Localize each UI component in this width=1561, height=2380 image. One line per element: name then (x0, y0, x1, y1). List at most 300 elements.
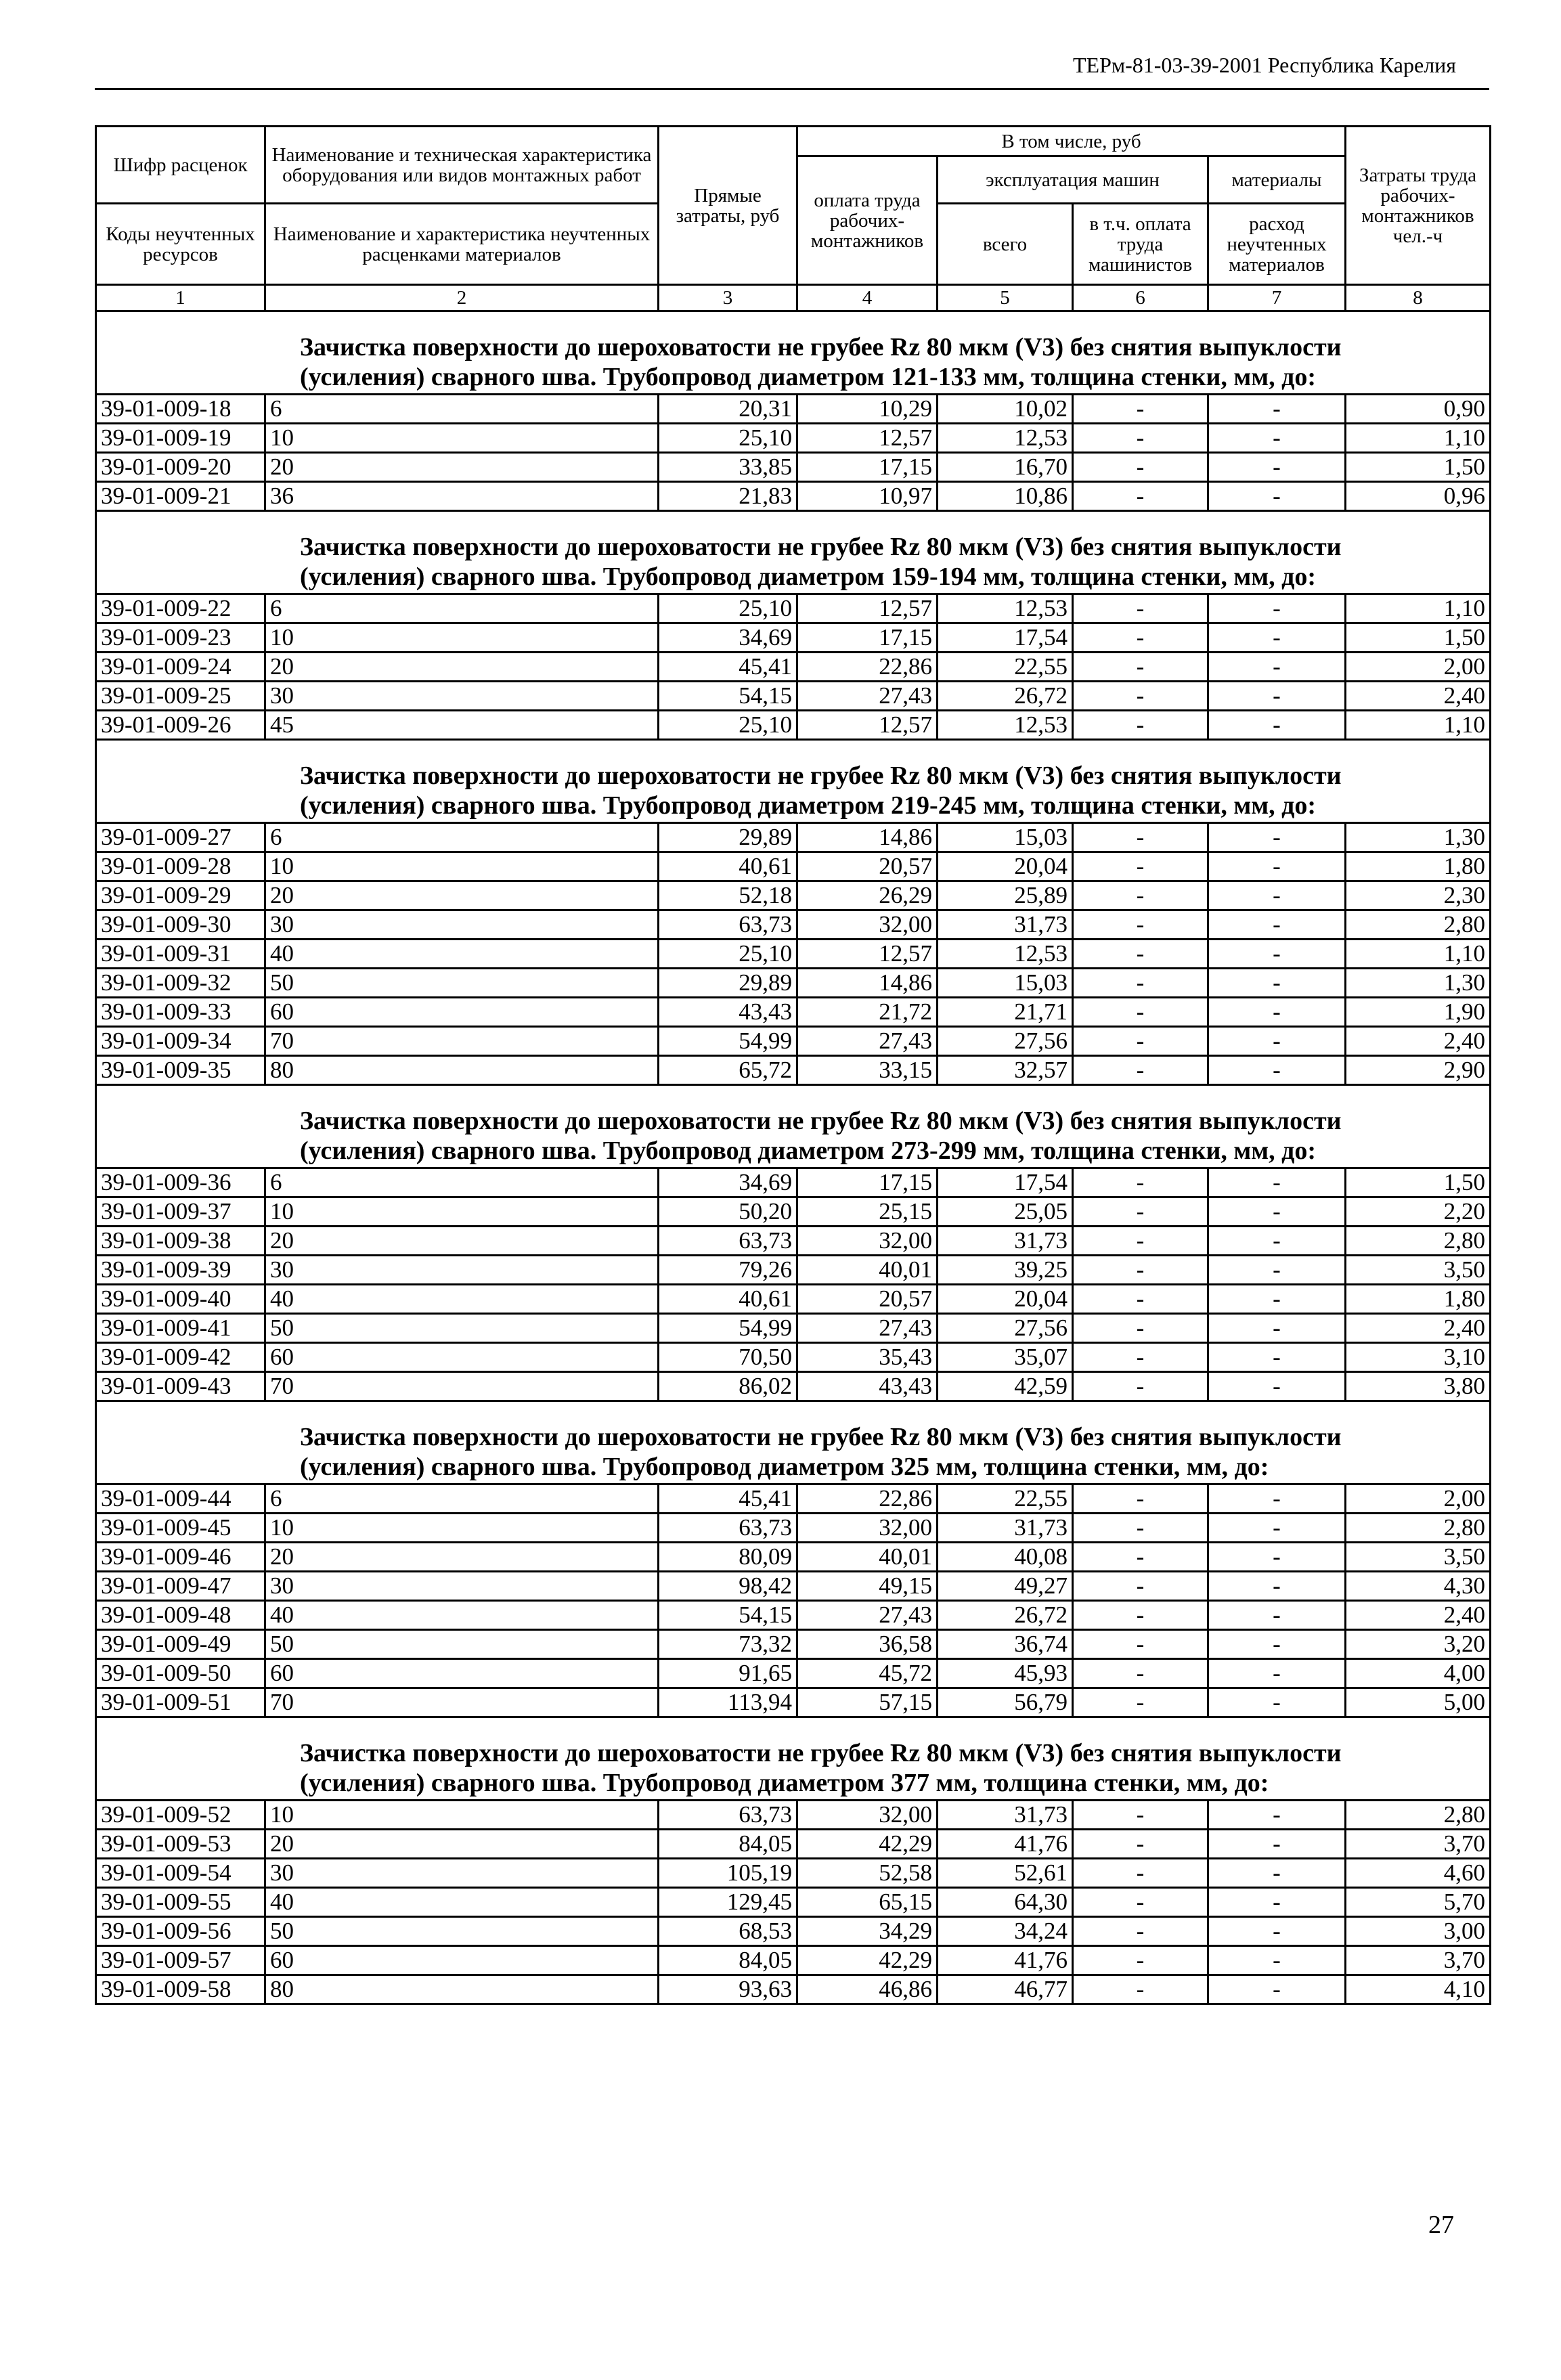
machine-total: 42,59 (938, 1372, 1073, 1401)
labor-hours: 1,80 (1346, 852, 1491, 881)
machinist-pay: - (1073, 1372, 1208, 1401)
machine-total: 46,77 (938, 1975, 1073, 2004)
rate-code: 39-01-009-23 (96, 623, 265, 653)
direct-costs: 45,41 (659, 1484, 797, 1514)
rate-code: 39-01-009-22 (96, 594, 265, 623)
table-row (96, 623, 1491, 653)
direct-costs: 20,31 (659, 395, 797, 424)
material-consumption: - (1208, 623, 1346, 653)
direct-costs: 93,63 (659, 1975, 797, 2004)
header-machine-operation: эксплуатация машин (938, 156, 1208, 204)
machinist-pay: - (1073, 910, 1208, 940)
worker-pay: 52,58 (797, 1859, 938, 1888)
labor-hours: 2,40 (1346, 1027, 1491, 1056)
column-numbers-row (96, 285, 1491, 311)
material-consumption: - (1208, 453, 1346, 482)
wall-thickness: 10 (265, 424, 659, 453)
worker-pay: 26,29 (797, 881, 938, 910)
direct-costs: 129,45 (659, 1888, 797, 1917)
header-machine-total: всего (938, 204, 1073, 285)
machine-total: 15,03 (938, 823, 1073, 852)
section-title-line: Зачистка поверхности до шероховатости не грубее Rz 80 мкм (V3) без снятия выпуклости (300, 1739, 1342, 1767)
table-row (96, 1830, 1491, 1859)
rate-code: 39-01-009-28 (96, 852, 265, 881)
material-consumption: - (1208, 711, 1346, 740)
machine-total: 41,76 (938, 1830, 1073, 1859)
machinist-pay: - (1073, 881, 1208, 910)
worker-pay: 14,86 (797, 969, 938, 998)
direct-costs: 54,99 (659, 1314, 797, 1343)
worker-pay: 21,72 (797, 998, 938, 1027)
rate-code: 39-01-009-19 (96, 424, 265, 453)
direct-costs: 73,32 (659, 1630, 797, 1659)
labor-hours: 1,50 (1346, 453, 1491, 482)
header-including: В том числе, руб (797, 127, 1346, 156)
labor-hours: 5,70 (1346, 1888, 1491, 1917)
table-row (96, 1888, 1491, 1917)
material-consumption: - (1208, 940, 1346, 969)
rate-code: 39-01-009-43 (96, 1372, 265, 1401)
machine-total: 15,03 (938, 969, 1073, 998)
table-row (96, 711, 1491, 740)
worker-pay: 27,43 (797, 1601, 938, 1630)
header-materials: материалы (1208, 156, 1346, 204)
table-row (96, 1801, 1491, 1830)
table-row (96, 1197, 1491, 1227)
section-title-line: Зачистка поверхности до шероховатости не грубее Rz 80 мкм (V3) без снятия выпуклости (300, 333, 1342, 361)
wall-thickness: 60 (265, 1659, 659, 1688)
header-material-consumption: расход неучтенных материалов (1208, 204, 1346, 285)
column-number: 2 (265, 285, 659, 311)
rate-code: 39-01-009-21 (96, 482, 265, 511)
wall-thickness: 10 (265, 1514, 659, 1543)
table-row (96, 1572, 1491, 1601)
rate-code: 39-01-009-31 (96, 940, 265, 969)
machinist-pay: - (1073, 823, 1208, 852)
machinist-pay: - (1073, 852, 1208, 881)
rate-code: 39-01-009-35 (96, 1056, 265, 1085)
table-row (96, 1659, 1491, 1688)
material-consumption: - (1208, 653, 1346, 682)
direct-costs: 63,73 (659, 910, 797, 940)
machinist-pay: - (1073, 711, 1208, 740)
direct-costs: 65,72 (659, 1056, 797, 1085)
wall-thickness: 10 (265, 1801, 659, 1830)
labor-hours: 5,00 (1346, 1688, 1491, 1717)
table-row (96, 482, 1491, 511)
rate-code: 39-01-009-30 (96, 910, 265, 940)
machinist-pay: - (1073, 653, 1208, 682)
table-row (96, 1314, 1491, 1343)
labor-hours: 2,40 (1346, 1314, 1491, 1343)
material-consumption: - (1208, 682, 1346, 711)
machinist-pay: - (1073, 1514, 1208, 1543)
table-row (96, 682, 1491, 711)
table-row (96, 1343, 1491, 1372)
table-row (96, 910, 1491, 940)
machinist-pay: - (1073, 998, 1208, 1027)
section-title (96, 1401, 1491, 1484)
column-number: 6 (1073, 285, 1208, 311)
material-consumption: - (1208, 482, 1346, 511)
direct-costs: 45,41 (659, 653, 797, 682)
header-rule (95, 88, 1489, 90)
machine-total: 31,73 (938, 1227, 1073, 1256)
machine-total: 27,56 (938, 1314, 1073, 1343)
wall-thickness: 30 (265, 910, 659, 940)
section-title-line: Зачистка поверхности до шероховатости не грубее Rz 80 мкм (V3) без снятия выпуклости (300, 1107, 1342, 1135)
direct-costs: 54,99 (659, 1027, 797, 1056)
wall-thickness: 6 (265, 594, 659, 623)
column-number: 1 (96, 285, 265, 311)
rate-code: 39-01-009-33 (96, 998, 265, 1027)
rate-code: 39-01-009-32 (96, 969, 265, 998)
table-row (96, 1256, 1491, 1285)
wall-thickness: 6 (265, 1168, 659, 1197)
wall-thickness: 36 (265, 482, 659, 511)
worker-pay: 46,86 (797, 1975, 938, 2004)
direct-costs: 34,69 (659, 623, 797, 653)
machinist-pay: - (1073, 1285, 1208, 1314)
worker-pay: 20,57 (797, 852, 938, 881)
machinist-pay: - (1073, 623, 1208, 653)
worker-pay: 40,01 (797, 1256, 938, 1285)
wall-thickness: 10 (265, 1197, 659, 1227)
table-row (96, 940, 1491, 969)
worker-pay: 40,01 (797, 1543, 938, 1572)
wall-thickness: 70 (265, 1372, 659, 1401)
table-row (96, 594, 1491, 623)
material-consumption: - (1208, 1343, 1346, 1372)
section-title-line: (усиления) сварного шва. Трубопровод диаметром 121-133 мм, толщина стенки, мм, до: (300, 363, 1317, 391)
table-row (96, 1056, 1491, 1085)
worker-pay: 14,86 (797, 823, 938, 852)
worker-pay: 17,15 (797, 453, 938, 482)
machinist-pay: - (1073, 1314, 1208, 1343)
worker-pay: 36,58 (797, 1630, 938, 1659)
rate-code: 39-01-009-24 (96, 653, 265, 682)
rate-code: 39-01-009-42 (96, 1343, 265, 1372)
wall-thickness: 60 (265, 1343, 659, 1372)
worker-pay: 32,00 (797, 1514, 938, 1543)
section-title-line: (усиления) сварного шва. Трубопровод диаметром 159-194 мм, толщина стенки, мм, до: (300, 563, 1317, 591)
machine-total: 56,79 (938, 1688, 1073, 1717)
table-row (96, 1601, 1491, 1630)
machine-total: 45,93 (938, 1659, 1073, 1688)
worker-pay: 27,43 (797, 1314, 938, 1343)
section-title (96, 311, 1491, 395)
rate-code: 39-01-009-50 (96, 1659, 265, 1688)
machinist-pay: - (1073, 395, 1208, 424)
rate-code: 39-01-009-40 (96, 1285, 265, 1314)
rate-code: 39-01-009-29 (96, 881, 265, 910)
machine-total: 12,53 (938, 711, 1073, 740)
section-title (96, 1717, 1491, 1801)
labor-hours: 1,30 (1346, 823, 1491, 852)
rate-code: 39-01-009-26 (96, 711, 265, 740)
direct-costs: 91,65 (659, 1659, 797, 1688)
worker-pay: 32,00 (797, 1227, 938, 1256)
table-row (96, 1543, 1491, 1572)
section-title-row (96, 311, 1491, 395)
table-row (96, 1168, 1491, 1197)
worker-pay: 10,29 (797, 395, 938, 424)
worker-pay: 12,57 (797, 424, 938, 453)
worker-pay: 33,15 (797, 1056, 938, 1085)
worker-pay: 57,15 (797, 1688, 938, 1717)
labor-hours: 4,30 (1346, 1572, 1491, 1601)
material-consumption: - (1208, 1285, 1346, 1314)
machinist-pay: - (1073, 1659, 1208, 1688)
section-title-row (96, 1717, 1491, 1801)
rate-code: 39-01-009-48 (96, 1601, 265, 1630)
wall-thickness: 20 (265, 1227, 659, 1256)
running-header: ТЕРм-81-03-39-2001 Республика Карелия (1072, 53, 1456, 77)
material-consumption: - (1208, 424, 1346, 453)
section-title-line: (усиления) сварного шва. Трубопровод диаметром 377 мм, толщина стенки, мм, до: (300, 1769, 1269, 1797)
wall-thickness: 20 (265, 453, 659, 482)
direct-costs: 25,10 (659, 711, 797, 740)
section-title-row (96, 1085, 1491, 1168)
direct-costs: 40,61 (659, 852, 797, 881)
material-consumption: - (1208, 395, 1346, 424)
wall-thickness: 70 (265, 1027, 659, 1056)
labor-hours: 4,00 (1346, 1659, 1491, 1688)
column-number: 4 (797, 285, 938, 311)
material-consumption: - (1208, 1056, 1346, 1085)
machine-total: 26,72 (938, 1601, 1073, 1630)
machine-total: 25,89 (938, 881, 1073, 910)
worker-pay: 32,00 (797, 1801, 938, 1830)
section-title-line: (усиления) сварного шва. Трубопровод диаметром 325 мм, толщина стенки, мм, до: (300, 1453, 1269, 1481)
section-title-line: Зачистка поверхности до шероховатости не грубее Rz 80 мкм (V3) без снятия выпуклости (300, 1423, 1342, 1451)
section-title-row (96, 740, 1491, 823)
wall-thickness: 20 (265, 881, 659, 910)
machinist-pay: - (1073, 1801, 1208, 1830)
header-machinist-pay: в т.ч. оплата труда машинистов (1073, 204, 1208, 285)
machinist-pay: - (1073, 482, 1208, 511)
machine-total: 22,55 (938, 653, 1073, 682)
table-row (96, 1630, 1491, 1659)
direct-costs: 43,43 (659, 998, 797, 1027)
labor-hours: 3,50 (1346, 1543, 1491, 1572)
direct-costs: 54,15 (659, 682, 797, 711)
column-number: 7 (1208, 285, 1346, 311)
material-consumption: - (1208, 1917, 1346, 1946)
wall-thickness: 30 (265, 1859, 659, 1888)
direct-costs: 80,09 (659, 1543, 797, 1572)
labor-hours: 3,70 (1346, 1830, 1491, 1859)
material-consumption: - (1208, 1168, 1346, 1197)
labor-hours: 2,40 (1346, 682, 1491, 711)
worker-pay: 17,15 (797, 623, 938, 653)
labor-hours: 1,50 (1346, 623, 1491, 653)
material-consumption: - (1208, 1888, 1346, 1917)
machinist-pay: - (1073, 682, 1208, 711)
labor-hours: 2,80 (1346, 1801, 1491, 1830)
labor-hours: 2,40 (1346, 1601, 1491, 1630)
direct-costs: 25,10 (659, 424, 797, 453)
direct-costs: 98,42 (659, 1572, 797, 1601)
worker-pay: 17,15 (797, 1168, 938, 1197)
wall-thickness: 80 (265, 1975, 659, 2004)
machine-total: 31,73 (938, 1514, 1073, 1543)
material-consumption: - (1208, 1975, 1346, 2004)
column-number: 8 (1346, 285, 1491, 311)
labor-hours: 1,10 (1346, 424, 1491, 453)
rate-code: 39-01-009-44 (96, 1484, 265, 1514)
table-row (96, 1027, 1491, 1056)
direct-costs: 21,83 (659, 482, 797, 511)
wall-thickness: 70 (265, 1688, 659, 1717)
rate-code: 39-01-009-36 (96, 1168, 265, 1197)
table-row (96, 1484, 1491, 1514)
machinist-pay: - (1073, 1830, 1208, 1859)
table-row (96, 969, 1491, 998)
rate-code: 39-01-009-41 (96, 1314, 265, 1343)
wall-thickness: 50 (265, 1630, 659, 1659)
table-row (96, 998, 1491, 1027)
worker-pay: 42,29 (797, 1830, 938, 1859)
worker-pay: 49,15 (797, 1572, 938, 1601)
labor-hours: 2,30 (1346, 881, 1491, 910)
worker-pay: 25,15 (797, 1197, 938, 1227)
labor-hours: 2,90 (1346, 1056, 1491, 1085)
labor-hours: 1,30 (1346, 969, 1491, 998)
table-row (96, 1917, 1491, 1946)
wall-thickness: 60 (265, 1946, 659, 1975)
rate-code: 39-01-009-37 (96, 1197, 265, 1227)
wall-thickness: 20 (265, 1543, 659, 1572)
wall-thickness: 40 (265, 1601, 659, 1630)
table-row (96, 453, 1491, 482)
worker-pay: 65,15 (797, 1888, 938, 1917)
material-consumption: - (1208, 1514, 1346, 1543)
direct-costs: 70,50 (659, 1343, 797, 1372)
machine-total: 34,24 (938, 1917, 1073, 1946)
machinist-pay: - (1073, 1256, 1208, 1285)
direct-costs: 40,61 (659, 1285, 797, 1314)
material-consumption: - (1208, 1484, 1346, 1514)
rate-code: 39-01-009-57 (96, 1946, 265, 1975)
section-title-line: (усиления) сварного шва. Трубопровод диаметром 219-245 мм, толщина стенки, мм, до: (300, 791, 1317, 820)
machinist-pay: - (1073, 1975, 1208, 2004)
material-consumption: - (1208, 1946, 1346, 1975)
wall-thickness: 30 (265, 1256, 659, 1285)
material-consumption: - (1208, 1197, 1346, 1227)
worker-pay: 10,97 (797, 482, 938, 511)
machine-total: 64,30 (938, 1888, 1073, 1917)
worker-pay: 35,43 (797, 1343, 938, 1372)
worker-pay: 32,00 (797, 910, 938, 940)
wall-thickness: 20 (265, 1830, 659, 1859)
machinist-pay: - (1073, 940, 1208, 969)
rate-code: 39-01-009-38 (96, 1227, 265, 1256)
header-resource-codes: Коды неучтенных ресурсов (96, 204, 265, 285)
rate-code: 39-01-009-52 (96, 1801, 265, 1830)
machine-total: 22,55 (938, 1484, 1073, 1514)
material-consumption: - (1208, 881, 1346, 910)
rate-code: 39-01-009-39 (96, 1256, 265, 1285)
section-title-row (96, 511, 1491, 594)
section-title-row (96, 1401, 1491, 1484)
labor-hours: 2,00 (1346, 1484, 1491, 1514)
machinist-pay: - (1073, 1197, 1208, 1227)
worker-pay: 22,86 (797, 1484, 938, 1514)
machine-total: 52,61 (938, 1859, 1073, 1888)
rate-code: 39-01-009-25 (96, 682, 265, 711)
material-consumption: - (1208, 1801, 1346, 1830)
rate-code: 39-01-009-54 (96, 1859, 265, 1888)
direct-costs: 63,73 (659, 1514, 797, 1543)
material-consumption: - (1208, 594, 1346, 623)
direct-costs: 29,89 (659, 823, 797, 852)
table-row (96, 881, 1491, 910)
direct-costs: 84,05 (659, 1830, 797, 1859)
machinist-pay: - (1073, 1917, 1208, 1946)
wall-thickness: 45 (265, 711, 659, 740)
machinist-pay: - (1073, 1168, 1208, 1197)
table-row (96, 823, 1491, 852)
machine-total: 20,04 (938, 852, 1073, 881)
rate-code: 39-01-009-51 (96, 1688, 265, 1717)
machine-total: 12,53 (938, 594, 1073, 623)
machine-total: 41,76 (938, 1946, 1073, 1975)
page-number: 27 (1428, 2211, 1454, 2239)
machinist-pay: - (1073, 1601, 1208, 1630)
table-row (96, 1372, 1491, 1401)
direct-costs: 79,26 (659, 1256, 797, 1285)
direct-costs: 25,10 (659, 594, 797, 623)
column-number: 5 (938, 285, 1073, 311)
table-row (96, 852, 1491, 881)
wall-thickness: 50 (265, 969, 659, 998)
material-consumption: - (1208, 1314, 1346, 1343)
table-row (96, 1946, 1491, 1975)
machinist-pay: - (1073, 1688, 1208, 1717)
worker-pay: 27,43 (797, 682, 938, 711)
labor-hours: 2,80 (1346, 1227, 1491, 1256)
section-title-line: Зачистка поверхности до шероховатости не грубее Rz 80 мкм (V3) без снятия выпуклости (300, 762, 1342, 790)
section-title (96, 511, 1491, 594)
rate-code: 39-01-009-53 (96, 1830, 265, 1859)
direct-costs: 68,53 (659, 1917, 797, 1946)
labor-hours: 0,90 (1346, 395, 1491, 424)
labor-hours: 2,80 (1346, 1514, 1491, 1543)
labor-hours: 0,96 (1346, 482, 1491, 511)
machinist-pay: - (1073, 453, 1208, 482)
material-consumption: - (1208, 1543, 1346, 1572)
worker-pay: 12,57 (797, 594, 938, 623)
direct-costs: 34,69 (659, 1168, 797, 1197)
machinist-pay: - (1073, 1630, 1208, 1659)
material-consumption: - (1208, 1688, 1346, 1717)
table-row (96, 1688, 1491, 1717)
table-row (96, 395, 1491, 424)
wall-thickness: 20 (265, 653, 659, 682)
table-row (96, 653, 1491, 682)
rate-code: 39-01-009-27 (96, 823, 265, 852)
labor-hours: 1,10 (1346, 711, 1491, 740)
material-consumption: - (1208, 1372, 1346, 1401)
direct-costs: 52,18 (659, 881, 797, 910)
material-consumption: - (1208, 823, 1346, 852)
table-row (96, 1227, 1491, 1256)
table-row (96, 1975, 1491, 2004)
header-name: Наименование и техническая характеристика оборудования или видов монтажных работ (265, 127, 659, 204)
machinist-pay: - (1073, 1572, 1208, 1601)
rate-code: 39-01-009-55 (96, 1888, 265, 1917)
